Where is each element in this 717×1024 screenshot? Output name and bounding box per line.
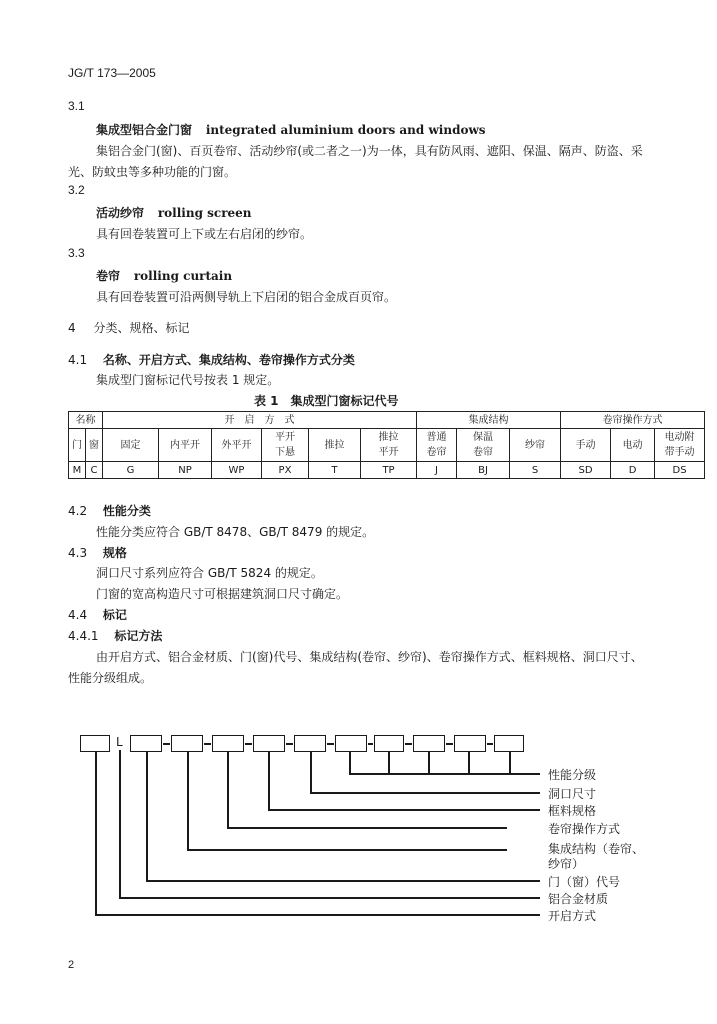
col-normal-line1: 普通 [426, 432, 447, 443]
col-window: 窗 [86, 429, 103, 462]
leader [146, 880, 540, 882]
box-operation [212, 735, 244, 752]
code-cell: C [86, 462, 103, 479]
label-opening-size: 洞口尺寸 [548, 787, 597, 801]
term-en: rolling screen [157, 206, 252, 220]
col-electric: 电动 [611, 429, 655, 462]
col-door: 门 [69, 429, 86, 462]
clause-heading [68, 606, 127, 623]
col-normal-line2: 卷帘 [426, 447, 447, 458]
clause-heading [68, 502, 151, 519]
code-cell: NP [159, 462, 212, 479]
term-definition: 具有回卷装置可上下或左右启闭的纱帘。 [96, 227, 313, 241]
term-title [96, 204, 252, 221]
leader [268, 752, 270, 810]
clause-heading [68, 627, 162, 644]
col-slide-tilt-line2: 平开 [378, 447, 399, 458]
header-structure: 集成结构 [417, 412, 561, 429]
col-insulated-line2: 卷帘 [473, 447, 494, 458]
code-cell: PX [262, 462, 309, 479]
label-performance: 性能分级 [548, 768, 597, 782]
clause-body: 集成型门窗标记代号按表 1 规定。 [96, 373, 280, 387]
term-cn: 集成型铝合金门窗 [96, 123, 193, 137]
col-slide-tilt [361, 429, 417, 462]
box-frame [253, 735, 285, 752]
col-insulated-curtain [457, 429, 510, 462]
clause-number: 4.1 [68, 353, 88, 367]
separator [368, 743, 373, 745]
code-cell: J [417, 462, 457, 479]
code-cell: TP [361, 462, 417, 479]
box-perf-b [413, 735, 445, 752]
separator [487, 743, 493, 745]
label-door-code: 门（窗）代号 [548, 875, 621, 889]
code-cell: DS [655, 462, 705, 479]
code-cell: WP [212, 462, 262, 479]
section-title: 分类、规格、标记 [93, 321, 190, 335]
code-cell: G [103, 462, 159, 479]
separator [405, 743, 412, 745]
code-cell: M [69, 462, 86, 479]
code-cell: D [611, 462, 655, 479]
box-structure [171, 735, 203, 752]
clause-heading [68, 544, 127, 561]
leader [146, 752, 148, 881]
page-number: 2 [68, 959, 75, 971]
code-cell: S [510, 462, 561, 479]
term-cn: 活动纱帘 [96, 206, 145, 220]
separator [327, 743, 334, 745]
clause-body: 门窗的宽高构造尺寸可根据建筑洞口尺寸确定。 [96, 587, 349, 601]
leader [119, 750, 121, 898]
leader [349, 773, 389, 775]
label-frame-spec: 框料规格 [548, 804, 597, 818]
col-slide-tilt-line1: 推拉 [378, 432, 399, 443]
label-operation-mode: 卷帘操作方式 [548, 822, 621, 836]
label-structure-line2: 纱帘） [548, 857, 585, 871]
header-opening: 开 启 方 式 [103, 412, 417, 429]
term-cn: 卷帘 [96, 269, 121, 283]
separator [163, 743, 170, 745]
code-cell: BJ [457, 462, 510, 479]
leader [509, 752, 511, 774]
leader [187, 752, 189, 850]
leader [95, 914, 540, 916]
term-definition-cont: 光、防蚊虫等多种功能的门窗。 [68, 165, 237, 179]
leader [310, 792, 540, 794]
clause-body: 由开启方式、铝合金材质、门(窗)代号、集成结构(卷帘、纱帘)、卷帘操作方式、框料规格、洞口尺寸、 [96, 650, 643, 664]
leader [268, 809, 540, 811]
box-perf-c [454, 735, 486, 752]
col-normal-curtain [417, 429, 457, 462]
leader [349, 752, 351, 774]
clause-number: 4.3 [68, 546, 88, 560]
header-operation: 卷帘操作方式 [561, 412, 705, 429]
leader [227, 752, 229, 828]
col-insulated-line1: 保温 [473, 432, 494, 443]
label-opening-mode: 开启方式 [548, 909, 597, 923]
clause-body: 性能分类应符合 GB/T 8478、GB/T 8479 的规定。 [96, 525, 375, 539]
label-alloy: 铝合金材质 [548, 892, 609, 906]
leader [388, 773, 540, 775]
col-electric-manual-line1: 电动附 [664, 432, 695, 443]
col-manual: 手动 [561, 429, 611, 462]
clause-title: 性能分类 [102, 504, 151, 518]
box-size-b [335, 735, 367, 752]
table-1 [68, 411, 705, 479]
term-title [96, 121, 486, 138]
table-caption: 表 1 集成型门窗标记代号 [254, 394, 399, 408]
separator [446, 743, 453, 745]
leader [310, 752, 312, 793]
leader [388, 752, 390, 774]
clause-number: 4.4 [68, 608, 88, 622]
box-perf-d [494, 735, 524, 752]
col-inward: 内平开 [159, 429, 212, 462]
clause-title: 标记方法 [114, 629, 163, 643]
header-name: 名称 [69, 412, 103, 429]
leader [468, 752, 470, 774]
clause-title: 标记 [102, 608, 127, 622]
col-tilt-line2: 下悬 [275, 447, 295, 458]
separator [245, 743, 252, 745]
col-tilt [262, 429, 309, 462]
term-definition: 集铝合金门(窗)、百页卷帘、活动纱帘(或二者之一)为一体，具有防风雨、遮阳、保温、隔声、防盗、采 [96, 144, 643, 158]
clause-number: 4.2 [68, 504, 88, 518]
box-door-code [130, 735, 162, 752]
leader [119, 897, 540, 899]
clause-heading [68, 351, 355, 368]
separator [204, 743, 211, 745]
term-title [96, 267, 232, 284]
box-perf-a [374, 735, 404, 752]
separator [286, 743, 293, 745]
label-structure-line1: 集成结构（卷帘、 [548, 842, 645, 856]
col-electric-manual-line2: 带手动 [664, 447, 695, 458]
clause-number: 3.3 [68, 246, 85, 260]
clause-number: 4.4.1 [68, 629, 99, 643]
clause-title: 名称、开启方式、集成结构、卷帘操作方式分类 [102, 353, 355, 367]
section-heading [68, 319, 189, 336]
clause-title: 规格 [102, 546, 127, 560]
leader [428, 752, 430, 774]
box-size-a [294, 735, 326, 752]
alloy-letter: L [116, 735, 123, 749]
col-screen: 纱帘 [510, 429, 561, 462]
clause-number: 3.1 [68, 99, 85, 113]
leader [187, 849, 507, 851]
clause-body-cont: 性能分级组成。 [68, 671, 153, 685]
code-cell: T [309, 462, 361, 479]
col-fixed: 固定 [103, 429, 159, 462]
leader [227, 827, 507, 829]
code-cell: SD [561, 462, 611, 479]
col-electric-manual [655, 429, 705, 462]
col-outward: 外平开 [212, 429, 262, 462]
section-number: 4 [68, 321, 76, 335]
col-tilt-line1: 平开 [275, 432, 295, 443]
col-sliding: 推拉 [309, 429, 361, 462]
clause-number: 3.2 [68, 183, 85, 197]
leader [95, 752, 97, 915]
box-opening [80, 735, 110, 752]
standard-header: JG/T 173—2005 [68, 66, 156, 80]
term-en: integrated aluminium doors and windows [205, 123, 486, 137]
term-en: rolling curtain [133, 269, 233, 283]
clause-body: 洞口尺寸系列应符合 GB/T 5824 的规定。 [96, 566, 323, 580]
term-definition: 具有回卷装置可沿两侧导轨上下启闭的铝合金成百页帘。 [96, 290, 397, 304]
